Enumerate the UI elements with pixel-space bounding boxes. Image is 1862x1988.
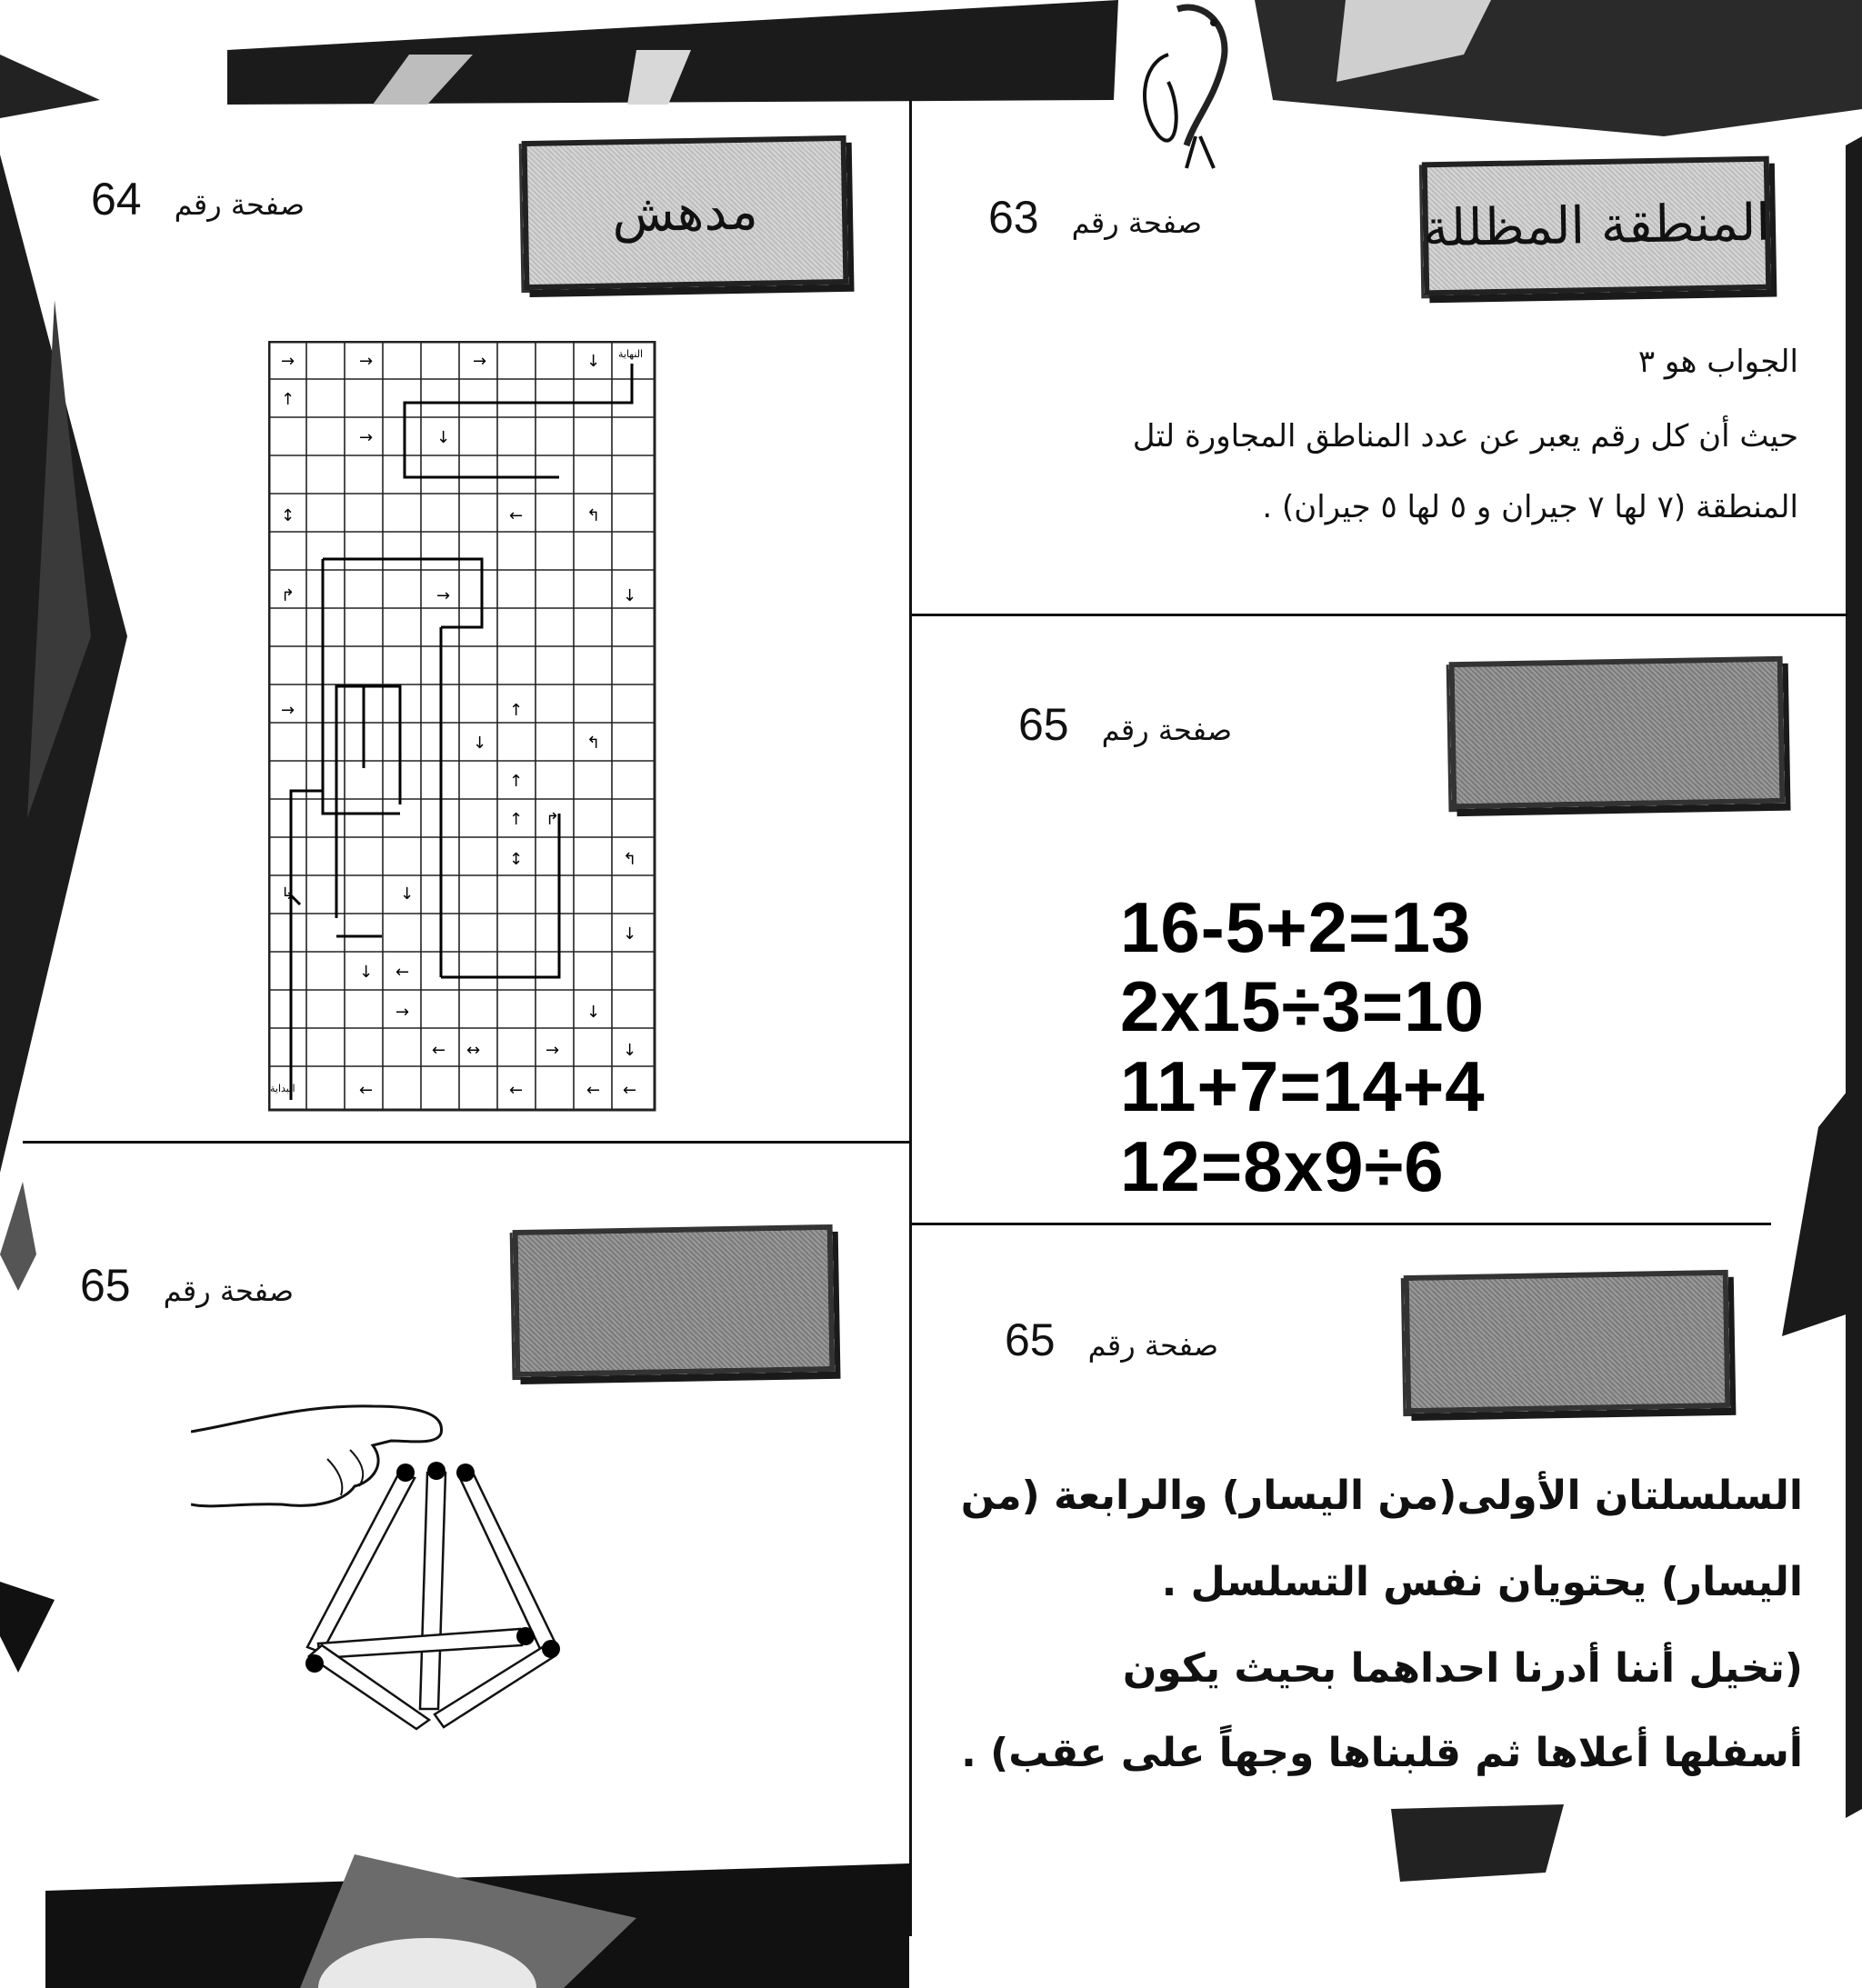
- svg-text:↓: ↓: [623, 924, 637, 944]
- svg-text:↰: ↰: [623, 850, 637, 869]
- page-number: 64: [91, 174, 142, 225]
- svg-text:↓: ↓: [623, 1041, 637, 1060]
- chains-answer-line-3: (تخيل أننا أدرنا احداهما بحيث يكون: [1122, 1645, 1803, 1692]
- equation-1: 16-5+2=13: [1120, 887, 1472, 967]
- svg-text:←: ←: [586, 1081, 601, 1100]
- svg-text:←: ←: [509, 506, 524, 525]
- svg-text:↓: ↓: [623, 586, 637, 605]
- page-label: صفحة رقم: [163, 1274, 295, 1308]
- triangles-title-box: [513, 1224, 836, 1377]
- svg-text:↑: ↑: [509, 701, 524, 720]
- horizontal-divider-left: [23, 1141, 909, 1144]
- equation-3: 11+7=14+4: [1120, 1046, 1486, 1126]
- horizontal-divider-right-top: [912, 614, 1848, 616]
- shaded-region-title-box: [1422, 156, 1772, 296]
- svg-text:→: →: [395, 1003, 410, 1022]
- shaded-region-page-ref: [988, 191, 1202, 244]
- chains-answer-line-1: السلسلتان الأولى(من اليسار) والرابعة (من: [960, 1473, 1803, 1519]
- equation-4: 12=8x9÷6: [1120, 1126, 1445, 1206]
- vertical-divider: [909, 100, 912, 1936]
- shaded-region-title: المنطقة المظللة: [1422, 193, 1771, 259]
- equation-2: 2x15÷3=10: [1120, 966, 1486, 1046]
- amazing-title-box: [522, 135, 849, 290]
- svg-text:↱: ↱: [546, 810, 560, 829]
- svg-text:↱: ↱: [281, 586, 295, 605]
- equations-title-box: [1449, 656, 1786, 809]
- svg-text:→: →: [436, 586, 451, 605]
- page-label: صفحة رقم: [1071, 205, 1203, 240]
- svg-text:↓: ↓: [586, 352, 601, 371]
- page-number: 65: [1005, 1314, 1056, 1365]
- maze-grid: [268, 341, 659, 1114]
- page-label: صفحة رقم: [174, 187, 305, 222]
- svg-text:↰: ↰: [586, 506, 601, 525]
- horizontal-divider-right-bottom: [912, 1223, 1771, 1225]
- svg-text:←: ←: [432, 1041, 446, 1060]
- page-number: 65: [80, 1260, 131, 1311]
- shaded-region-answer-line-1: الجواب هو ٣: [1637, 344, 1798, 380]
- svg-text:↔: ↔: [466, 1041, 481, 1060]
- chains-answer-line-4: أسفلها أعلاها ثم قلبناها وجهاً على عقب) .: [961, 1730, 1803, 1776]
- svg-text:→: →: [473, 352, 487, 371]
- amazing-page-ref: [91, 173, 305, 225]
- svg-text:↓: ↓: [586, 1003, 601, 1022]
- page-label: صفحة رقم: [1087, 1328, 1219, 1363]
- chains-answer-line-2: اليسار) يحتويان نفس التسلسل .: [1161, 1559, 1803, 1605]
- svg-text:→: →: [546, 1041, 560, 1060]
- bird-illustration: [1123, 0, 1277, 173]
- page-number: 65: [1018, 699, 1069, 750]
- svg-text:↓: ↓: [359, 963, 374, 982]
- triangles-page-ref: [80, 1259, 294, 1312]
- page-label: صفحة رقم: [1101, 713, 1233, 747]
- svg-text:←: ←: [395, 963, 410, 982]
- svg-text:↑: ↑: [509, 810, 524, 829]
- svg-text:←: ←: [359, 1081, 374, 1100]
- svg-text:↳: ↳: [281, 884, 295, 904]
- svg-text:→: →: [281, 352, 295, 371]
- matchstick-pyramid: [291, 1454, 582, 1745]
- svg-text:↓: ↓: [400, 884, 415, 904]
- svg-text:↑: ↑: [509, 772, 524, 791]
- shaded-region-answer-line-3: المنطقة (٧ لها ٧ جيران و ٥ لها ٥ جيران) .: [1262, 489, 1798, 525]
- svg-text:→: →: [281, 701, 295, 720]
- svg-text:→: →: [359, 428, 374, 447]
- amazing-title: مدهش: [611, 182, 759, 244]
- maze-start-label: البداية: [270, 1083, 295, 1094]
- maze-end-label: النهاية: [618, 348, 644, 360]
- svg-text:↑: ↑: [281, 390, 295, 409]
- svg-text:↕: ↕: [281, 506, 295, 525]
- equations-page-ref: [1018, 698, 1232, 751]
- svg-text:↓: ↓: [436, 428, 451, 447]
- svg-text:↓: ↓: [473, 734, 487, 753]
- svg-text:←: ←: [509, 1081, 524, 1100]
- svg-text:←: ←: [623, 1081, 637, 1100]
- chains-page-ref: [1005, 1314, 1218, 1366]
- chains-title-box: [1404, 1270, 1731, 1414]
- svg-text:↰: ↰: [586, 734, 601, 753]
- shaded-region-answer-line-2: حيث أن كل رقم يعبر عن عدد المناطق المجاورة لتل: [1132, 418, 1798, 455]
- svg-text:→: →: [359, 352, 374, 371]
- page-number: 63: [988, 192, 1039, 243]
- svg-text:↕: ↕: [509, 850, 524, 869]
